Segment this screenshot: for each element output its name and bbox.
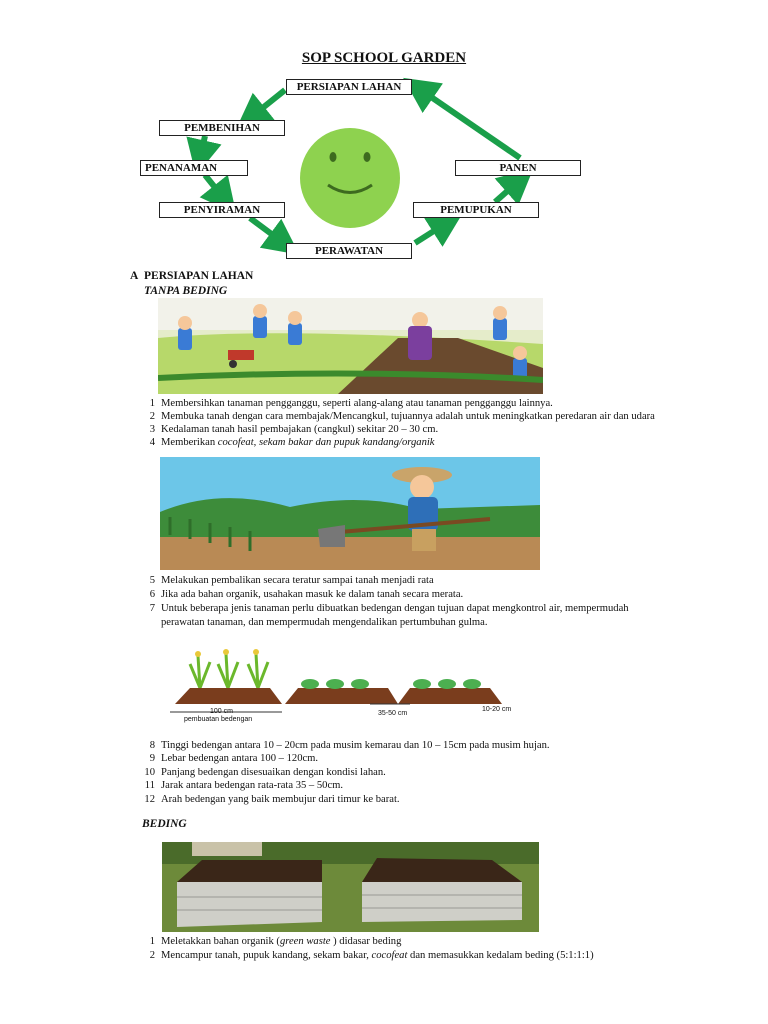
list-item: Membersihkan tanaman pengganggu, seperti alang-alang atau tanaman pengganggu lainnya. <box>161 398 553 409</box>
list-item: Tinggi bedengan antara 10 – 20cm pada musim kemarau dan 10 – 15cm pada musim hujan. <box>161 740 550 751</box>
photo-raised-beds <box>162 842 539 932</box>
list-item: Mencampur tanah, pupuk kandang, sekam bakar, cocofeat dan memasukkan kedalam beding (5:1:1:1) <box>161 950 594 961</box>
list-item: Jarak antara bedengan rata-rata 35 – 50cm. <box>161 780 344 791</box>
cycle-penyiraman: PENYIRAMAN <box>159 202 285 218</box>
illustration-bed-diagram: 100 cm pembuatan bedengan 35-50 cm 10-20 cm <box>170 642 530 727</box>
list-item: Kedalaman tanah hasil pembajakan (cangkul) sekitar 20 – 30 cm. <box>161 424 439 435</box>
cycle-panen: PANEN <box>455 160 581 176</box>
list-item: Melakukan pembalikan secara teratur sampai tanah menjadi rata <box>161 575 434 586</box>
smiley-face <box>300 128 400 228</box>
list-item: Untuk beberapa jenis tanaman perlu dibuatkan bedengan dengan tujuan dapat mengkontrol air, mempermudah <box>161 603 629 614</box>
page-title: SOP SCHOOL GARDEN <box>301 50 467 66</box>
section-letter: A <box>130 270 139 282</box>
list-item: Memberikan cocofeat, sekam bakar dan pupuk kandang/organik <box>161 437 435 448</box>
list-item: Membuka tanah dengan cara membajak/Mencangkul, tujuannya adalah untuk meningkatkan peredaran air dan udara <box>161 411 655 422</box>
cycle-persiapan-lahan: PERSIAPAN LAHAN <box>286 79 412 95</box>
subsection-bedeng: BEDING <box>142 818 187 830</box>
cycle-penanaman: PENANAMAN <box>140 160 248 176</box>
list-item: Panjang bedengan disesuaikan dengan kondisi lahan. <box>161 767 386 778</box>
subsection-tanpa-bedeng: TANPA BEDING <box>144 285 228 297</box>
list-item: Lebar bedengan antara 100 – 120cm. <box>161 753 319 764</box>
cycle-pembenihan: PEMBENIHAN <box>159 120 285 136</box>
section-title: PERSIAPAN LAHAN <box>144 270 254 282</box>
list-item: Arah bedengan yang baik membujur dari timur ke barat. <box>161 794 400 805</box>
illustration-farmer-hoeing <box>160 457 540 570</box>
cycle-arrows <box>0 0 768 270</box>
cycle-perawatan: PERAWATAN <box>286 243 412 259</box>
list-item-continuation: perawatan tanaman, dan mempermudah mengendalikan pertumbuhan gulma. <box>161 617 488 628</box>
list-item: Jika ada bahan organik, usahakan masuk ke dalam tanah secara merata. <box>161 589 464 600</box>
illustration-children-cleaning-garden <box>158 298 543 394</box>
list-item: Meletakkan bahan organik (green waste ) didasar beding <box>161 936 402 947</box>
cycle-pemupukan: PEMUPUKAN <box>413 202 539 218</box>
